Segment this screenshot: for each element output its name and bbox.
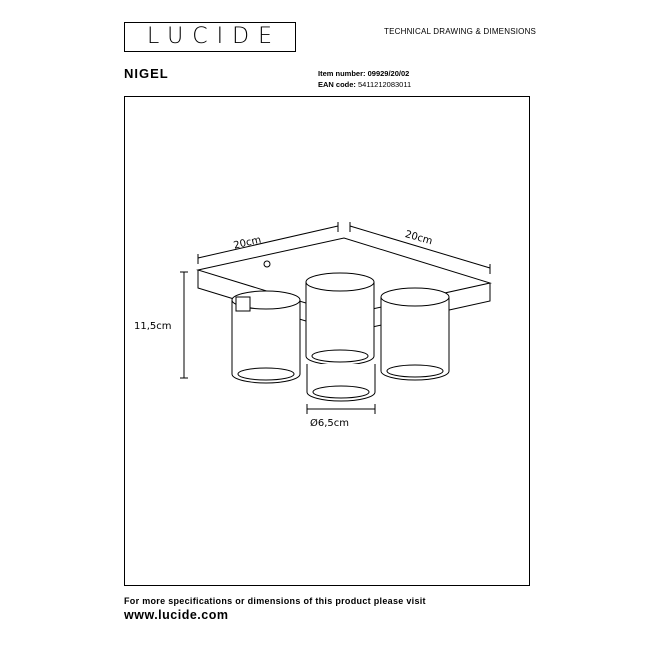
- dim-label-width-right: 20cm: [403, 229, 434, 248]
- spot-front: [307, 364, 375, 401]
- item-number-value: 09929/20/02: [367, 69, 410, 78]
- document-title: TECHNICAL DRAWING & DIMENSIONS: [384, 27, 537, 36]
- dim-label-width-left: 20cm: [232, 234, 263, 252]
- ean-label: EAN code:: [318, 80, 356, 89]
- item-number-label: Item number:: [318, 69, 366, 78]
- spot-left: [232, 291, 300, 383]
- ean-value: 5411212083011: [358, 80, 412, 89]
- footer-note: For more specifications or dimensions of this product please visit: [124, 596, 426, 606]
- footer-url-link[interactable]: www.lucide.com: [124, 608, 229, 622]
- spot-back: [306, 273, 374, 365]
- product-name: NIGEL: [124, 66, 169, 81]
- dim-label-height: 11,5cm: [134, 321, 172, 332]
- dim-label-diameter: Ø6,5cm: [310, 418, 350, 429]
- brand-logo-text: LUCIDE: [147, 24, 281, 49]
